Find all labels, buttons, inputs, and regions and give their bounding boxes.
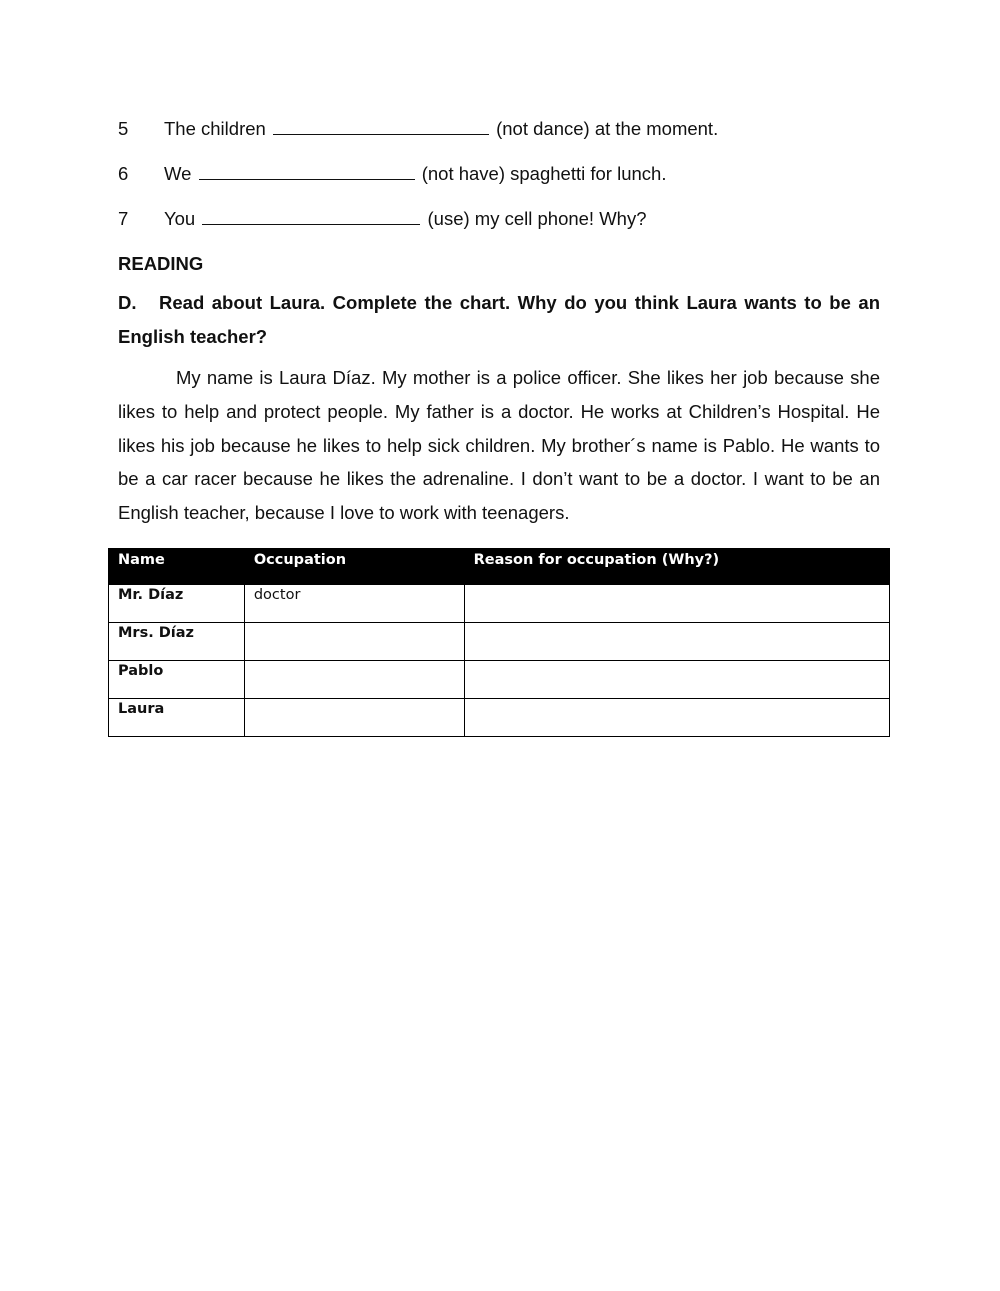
item-number: 7: [118, 208, 129, 229]
exercise-item-5: [118, 117, 718, 141]
row-name-cell: Mr. Díaz: [109, 585, 245, 623]
reason-cell[interactable]: [464, 699, 889, 737]
chart-header-row: [109, 549, 890, 585]
exercise-item-7: [118, 207, 647, 231]
table-row: [109, 623, 890, 661]
reason-cell[interactable]: [464, 661, 889, 699]
table-row: [109, 699, 890, 737]
header-occupation: Occupation: [244, 549, 464, 585]
occupation-chart: [108, 548, 890, 737]
instruction-label: D.: [118, 292, 137, 313]
item-number: 5: [118, 118, 129, 139]
reading-passage: My name is Laura Díaz. My mother is a police officer. She likes her job because she likes to help and protect people. My father is a doctor. He works at Children’s Hospital. He likes his job because he likes to help sick children. My brother´s name is Pablo. He wants to be a car racer because he likes the adrenaline. I don’t want to be a doctor. I want to be an English teacher, because I love to work with teenagers.: [118, 367, 880, 524]
section-heading: READING: [118, 253, 204, 274]
instruction: [118, 286, 880, 354]
answer-blank-5[interactable]: [273, 118, 489, 135]
header-name: Name: [109, 549, 245, 585]
item-text-after: (use) my cell phone! Why?: [427, 208, 647, 229]
reason-cell[interactable]: [464, 623, 889, 661]
answer-blank-7[interactable]: [202, 208, 420, 225]
occupation-cell[interactable]: [244, 699, 464, 737]
answer-blank-6[interactable]: [199, 163, 415, 180]
item-text-before: You: [164, 208, 196, 229]
occupation-cell[interactable]: [244, 623, 464, 661]
header-reason: Reason for occupation (Why?): [464, 549, 889, 585]
item-text-after: (not dance) at the moment.: [496, 118, 719, 139]
table-row: [109, 661, 890, 699]
row-name-cell: Pablo: [109, 661, 245, 699]
item-number: 6: [118, 163, 129, 184]
occupation-cell[interactable]: [244, 661, 464, 699]
row-name-cell: Laura: [109, 699, 245, 737]
occupation-cell[interactable]: doctor: [244, 585, 464, 623]
row-name-cell: Mrs. Díaz: [109, 623, 245, 661]
item-text-before: The children: [164, 118, 266, 139]
item-text-before: We: [164, 163, 192, 184]
instruction-text: Read about Laura. Complete the chart. Why do you think Laura wants to be an English teacher?: [118, 292, 880, 347]
item-text-after: (not have) spaghetti for lunch.: [421, 163, 667, 184]
table-row: [109, 585, 890, 623]
reason-cell[interactable]: [464, 585, 889, 623]
exercise-item-6: [118, 162, 666, 186]
